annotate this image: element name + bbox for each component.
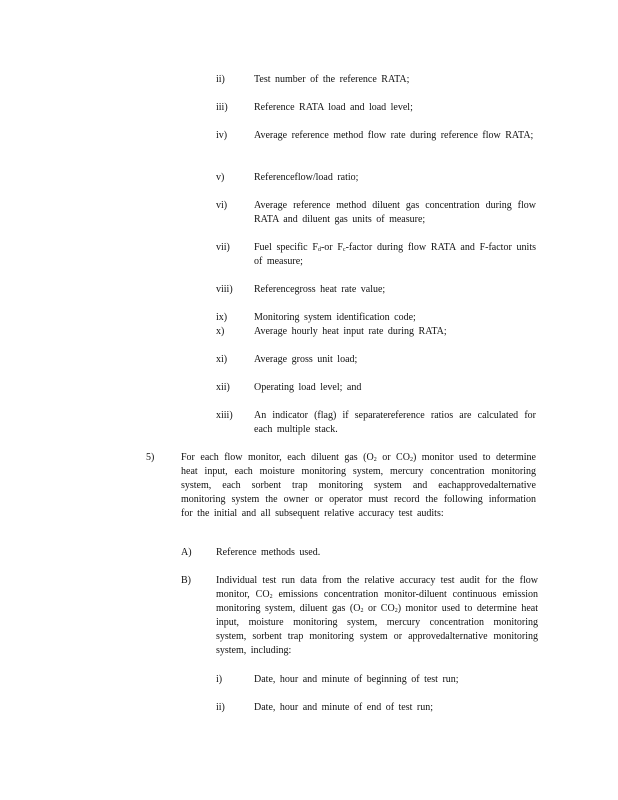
item-text: Test number of the reference RATA; [254,74,410,85]
item-number: viii) [216,284,233,295]
section-number: 5) [146,452,155,463]
item-text: Individual test run data from the relative accuracy test audit for the flow monitor, $CO_2$ emissions concentration monitor-diluent continuous emission monitoring system, diluent gas ($O_2$ or $CO_2$) monitor used to determine heat input, moisture monitoring system, mercury concentration monitoring system, sorbent trap monitoring system or approvedalternative monitoring system, including: [216,575,539,656]
item-text: Referencegross heat rate value; [254,284,386,295]
item-number: ix) [216,312,228,323]
item-text: Monitoring system identification code; [254,312,416,323]
item-number: xiii) [216,410,233,421]
item-number: ii) [216,702,225,713]
item-number: iv) [216,130,228,141]
item-text: Referenceflow/load ratio; [254,172,359,183]
item-letter: B) [181,575,191,586]
item-text: Average gross unit load; [254,354,358,365]
item-text: Average reference method flow rate during reference flow RATA; [254,130,534,141]
item-text: Fuel specific $F_d-or$ $F_c$-factor during flow RATA and F-factor units of measure; [254,242,536,267]
item-text: Reference methods used. [216,547,321,558]
item-text: Average reference method diluent gas concentration during flow RATA and diluent gas units of measure; [254,200,536,225]
section-text: For each flow monitor, each diluent gas ($O_2$ or $CO_2$) monitor used to determine heat input, each moisture monitoring system, mercury concentration monitoring system, each sorbent trap monitoring system and eachapprovedalternative monitoring system the owner or operator must record the following information for the initial and all subsequent relative accuracy test audits: [181,452,536,519]
item-number: ii) [216,74,225,85]
item-text: Date, hour and minute of end of test run; [254,702,434,713]
item-text: Operating load level; and [254,382,362,393]
item-number: xi) [216,354,228,365]
item-number: vii) [216,242,230,253]
item-number: x) [216,326,225,337]
item-number: vi) [216,200,228,211]
item-text: An indicator (flag) if separatereference ratios are calculated for each multiple stack. [254,410,536,435]
item-number: iii) [216,102,228,113]
item-letter: A) [181,547,192,558]
item-text: Date, hour and minute of beginning of test run; [254,674,459,685]
item-number: v) [216,172,225,183]
item-text: Reference RATA load and load level; [254,102,413,113]
item-number: i) [216,674,223,685]
item-text: Average hourly heat input rate during RATA; [254,326,447,337]
item-number: xii) [216,382,230,393]
